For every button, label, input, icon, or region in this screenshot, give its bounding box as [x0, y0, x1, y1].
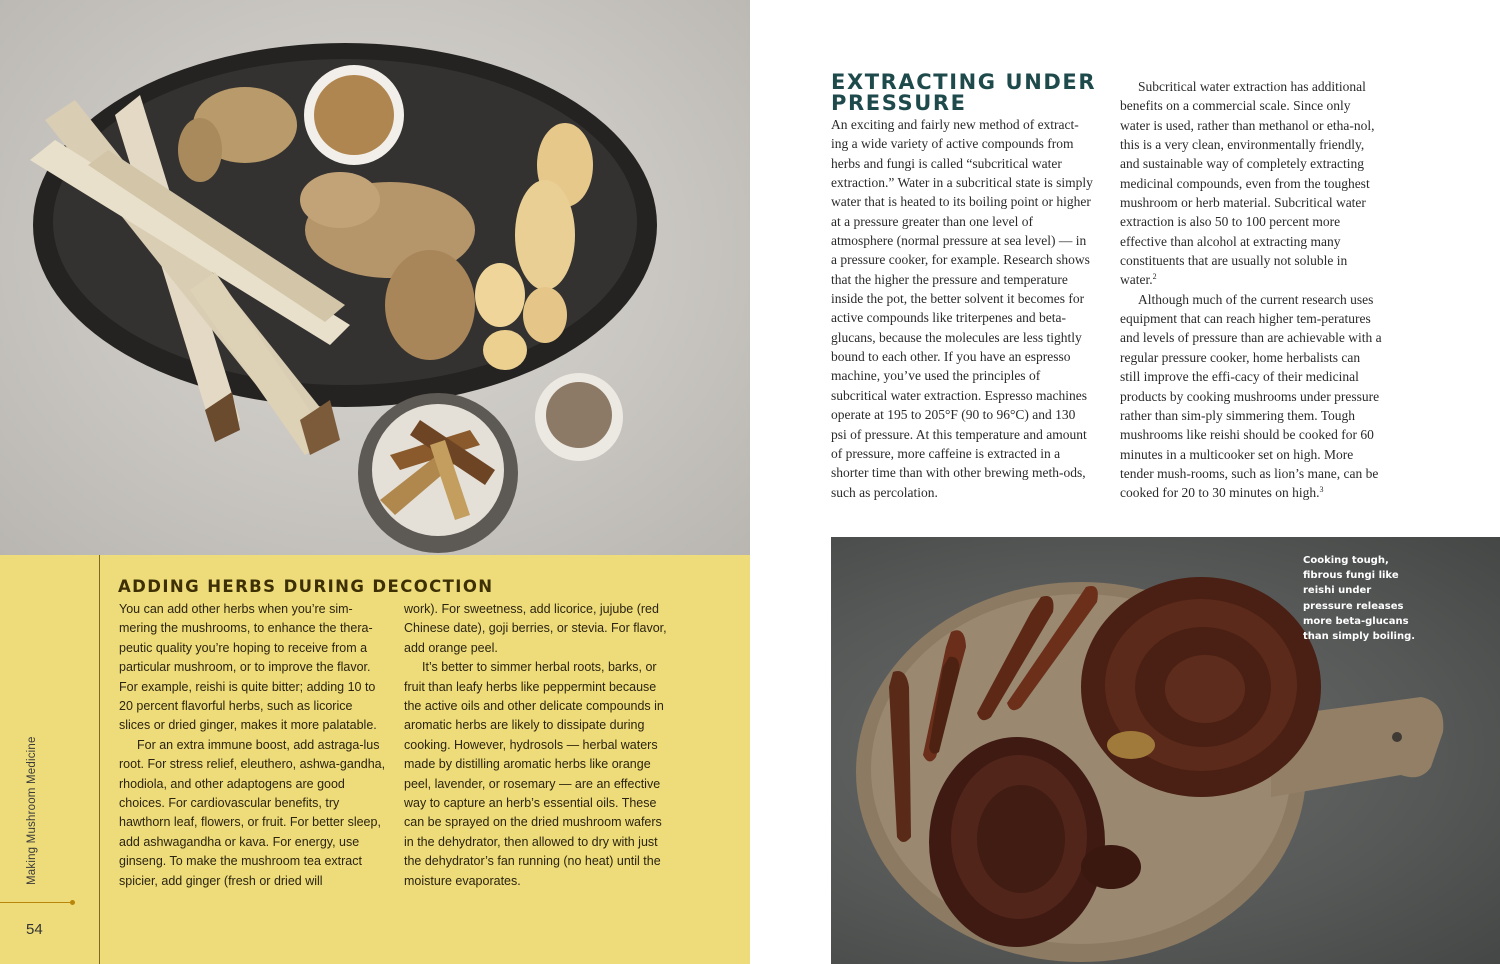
reishi-slices-bowl — [358, 393, 518, 553]
sidebar-column-2 — [404, 600, 672, 891]
body-paragraph-text: Subcritical water extraction has additional benefits on a commercial scale. Since only water is used, rather than methanol or etha-nol, this is a very clean, environmentally friendly, and sustainable way of completely extracting medicinal compounds, even from the toughest mushroom or herb material. Subcritical water extraction is also 50 to 100 percent more effective than alcohol at extracting many constituents that are usually not soluble in water. — [1120, 79, 1375, 288]
photo-caption: Cooking tough, fibrous fungi like reishi under pressure releases more beta-glucans than simply boiling. — [1303, 555, 1416, 643]
body-column-2 — [1120, 77, 1382, 503]
body-paragraph-text: Although much of the current research uses equipment that can reach higher tem-peratures and levels of pressure than are achievable with a regular pressure cooker, home herbalists can still improve the effi-cacy of their medicinal products by cooking mushrooms under pressure rather than sim-ply simmering them. Tough mushrooms like reishi should be cooked for 60 minutes in a multicooker set on high. More tender mush-rooms, such as lion’s mane, can be cooked for 20 to 30 minutes on high. — [1120, 291, 1382, 501]
running-head: Making Mushroom Medicine — [26, 736, 38, 885]
sidebar-column-1 — [119, 600, 387, 891]
ginger-powder-bowl — [304, 65, 404, 165]
footnote-ref: 2 — [1152, 272, 1157, 282]
body-paragraph — [1120, 77, 1382, 290]
section-heading: EXTRACTING UNDER PRESSURE — [831, 70, 1097, 115]
herbs-platter-illustration — [0, 0, 750, 555]
body-column-1 — [831, 115, 1093, 502]
folio-rule — [0, 902, 74, 903]
herbs-platter-photo — [0, 0, 750, 555]
sidebar-margin-rule — [99, 555, 100, 964]
page-number: 54 — [26, 921, 43, 938]
body-paragraph: An exciting and fairly new method of extract-ing a wide variety of active compounds from herbs and fungi is called “subcritical water extraction.” Water in a subcritical state is simply water that is heated to its boiling point or higher at a pressure greater than one level of atmosphere (normal pressure at sea level) — in a pressure cooker, for example. Research shows that the higher the pressure and temperature inside the pot, the better solvent it becomes for active compounds like triterpenes and beta-glucans, because the molecules are less tightly bound to each other. If you have an espresso machine, you’ve used the principles of subcritical water extraction. Espresso machines operate at 195 to 205°F (90 to 96°C) and 130 psi of pressure. At this temperature and amount of pressure, more caffeine is extracted in a shorter time than with other brewing meth-ods, such as percolation. — [831, 117, 1093, 500]
sidebar-paragraph: For an extra immune boost, add astraga-lus root. For stress relief, eleuthero, ashwa-gandha, rhodiola, and other adaptogens are good choices. For cardiovascular benefits, try hawthorn leaf, flowers, or fruit. For better sleep, add ashwagandha or kava. For energy, use ginseng. To make the mushroom tea extract spicier, add ginger (fresh or dried will — [119, 737, 386, 888]
ground-pepper-bowl — [535, 373, 623, 461]
sidebar-paragraph: You can add other herbs when you’re sim-mering the mushrooms, to enhance the thera-peutic quality you’re hoping to receive from a particular mushroom, or to improve the flavor. For example, reishi is quite bitter; adding 10 to 20 percent flavorful herbs, such as licorice slices or dried ginger, makes it more palatable. — [119, 602, 377, 733]
sidebar-paragraph: It’s better to simmer herbal roots, barks, or fruit than leafy herbs like peppermint because the active oils and other delicate compounds in aromatic herbs are likely to dissipate during cooking. However, hydrosols — herbal waters made by distilling aromatic herbs like orange peel, lavender, or rosemary — are an effective way to capture an herb’s essential oils. These can be sprayed on the dried mushroom wafers in the dehydrator, then allowed to dry with just the dehydrator’s fan running (no heat) until the moisture evaporates. — [404, 660, 664, 888]
body-paragraph — [1120, 290, 1382, 503]
sidebar-heading: ADDING HERBS DURING DECOCTION — [118, 577, 494, 596]
folio-dot — [70, 900, 75, 905]
sidebar-paragraph: work). For sweetness, add licorice, jujube (red Chinese date), goji berries, or stevia. For flavor, add orange peel. — [404, 602, 667, 655]
footnote-ref: 3 — [1319, 485, 1324, 495]
